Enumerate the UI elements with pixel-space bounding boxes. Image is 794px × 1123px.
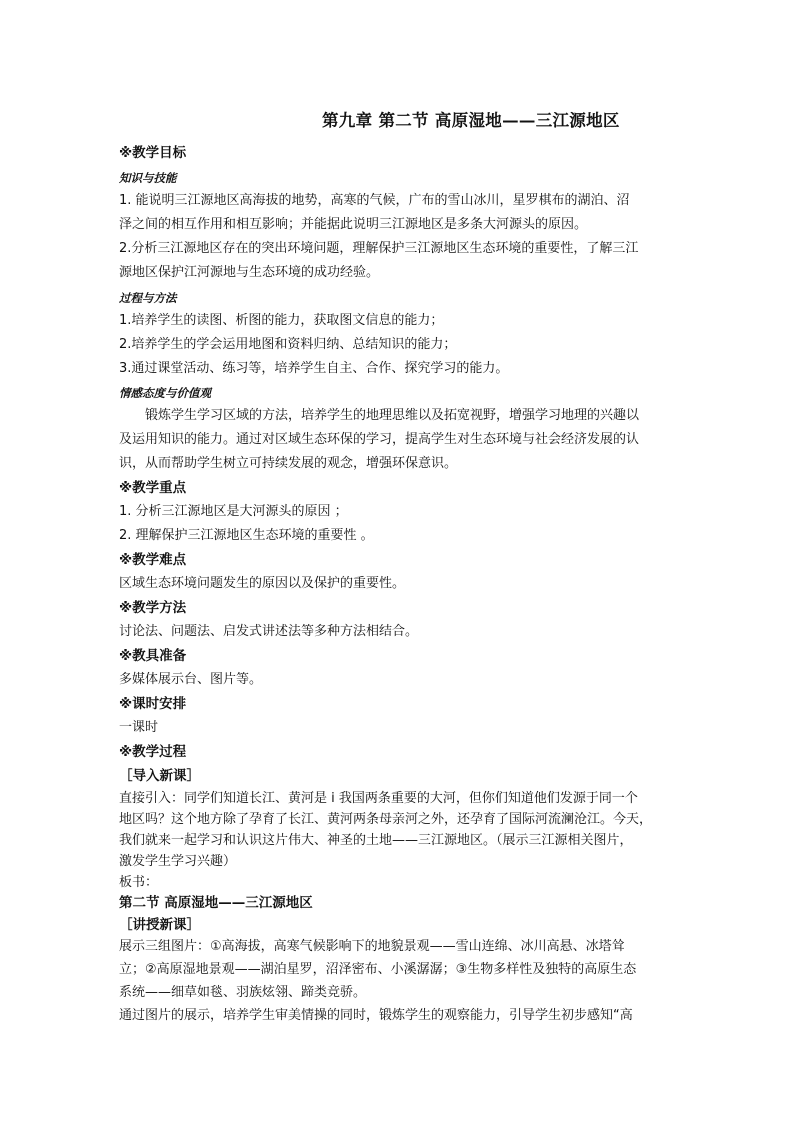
paragraph-line: 激发学生学习兴趣） — [119, 854, 237, 869]
paragraph-line: 多媒体展示台、图片等。 — [119, 672, 263, 687]
paragraph-line: 展示三组图片：①高海拔，高寒气候影响下的地貌景观——雪山连绵、冰川高悬、冰塔耸 — [119, 939, 625, 954]
paragraph-line: 2.培养学生的学会运用地图和资料归纳、总结知识的能力； — [119, 337, 457, 352]
paragraph-line: 板书： — [119, 875, 159, 890]
paragraph-line: 识，从而帮助学生树立可持续发展的观念，增强环保意识。 — [119, 456, 458, 471]
section-heading: ※教学过程 — [119, 744, 187, 760]
paragraph-line: 讨论法、问题法、启发式讲述法等多种方法相结合。 — [119, 624, 419, 639]
section-heading: ※教学目标 — [119, 145, 187, 161]
paragraph-line: 源地区保护江河源地与生态环境的成功经验。 — [119, 265, 380, 280]
paragraph-line: 立；②高原湿地景观——湖泊星罗，沼泽密布、小溪潺潺；③生物多样性及独特的高原生态 — [119, 962, 637, 977]
paragraph-line: 系统——细草如毯、羽族炫翎、蹄类竞骄。 — [119, 985, 367, 1000]
section-heading: ［导入新课］ — [119, 768, 200, 784]
paragraph-line: 1.培养学生的读图、析图的能力，获取图文信息的能力； — [119, 313, 444, 328]
section-heading: ※教学重点 — [119, 480, 187, 496]
section-heading: ※教学难点 — [119, 552, 187, 568]
paragraph-line: 1. 分析三江源地区是大河源头的原因 ； — [119, 504, 348, 519]
paragraph-line: 2.分析三江源地区存在的突出环境问题，理解保护三江源地区生态环境的重要性，了解三江 — [119, 241, 639, 256]
paragraph-line: 2. 理解保护三江源地区生态环境的重要性 。 — [119, 528, 374, 543]
section-heading: 第二节 高原湿地——三江源地区 — [119, 895, 313, 911]
section-heading: ※教具准备 — [119, 648, 187, 664]
subsection-heading: 知识与技能 — [119, 171, 177, 185]
subsection-heading: 过程与方法 — [119, 291, 177, 305]
subsection-heading: 情感态度与价值观 — [119, 386, 211, 400]
paragraph-line: 泽之间的相互作用和相互影响；并能据此说明三江源地区是多条大河源头的原因。 — [119, 217, 588, 232]
paragraph-line: 锻炼学生学习区域的方法，培养学生的地理思维以及拓宽视野，增强学习地理的兴趣以 — [145, 408, 640, 423]
paragraph-line: 区域生态环境问题发生的原因以及保护的重要性。 — [119, 576, 406, 591]
paragraph-line: 及运用知识的能力。通过对区域生态环保的学习，提高学生对生态环境与社会经济发展的认 — [119, 432, 640, 447]
paragraph-line: 通过图片的展示，培养学生审美情操的同时，锻炼学生的观察能力，引导学生初步感知“高 — [119, 1008, 633, 1023]
paragraph-line: 直接引入：同学们知道长江、黄河是 i 我国两条重要的大河，但你们知道他们发源于同一个 — [119, 791, 638, 806]
section-heading: ※教学方法 — [119, 600, 187, 616]
paragraph-line: 3.通过课堂活动、练习等，培养学生自主、合作、探究学习的能力。 — [119, 361, 509, 376]
paragraph-line: 一课时 — [119, 720, 159, 735]
paragraph-line: 1. 能说明三江源地区高海拔的地势，高寒的气候，广布的雪山冰川，星罗棋布的湖泊、沼 — [119, 193, 630, 208]
paragraph-line: 我们就来一起学习和认识这片伟大、神圣的土地——三江源地区。（展示三江源相关图片， — [119, 833, 633, 848]
section-heading: ［讲授新课］ — [119, 917, 200, 933]
section-heading: ※课时安排 — [119, 696, 187, 712]
page-title: 第九章 第二节 高原湿地——三江源地区 — [322, 111, 620, 130]
paragraph-line: 地区吗？这个地方除了孕育了长江、黄河两条母亲河之外，还孕育了国际河流澜沧江。今天， — [119, 812, 653, 827]
